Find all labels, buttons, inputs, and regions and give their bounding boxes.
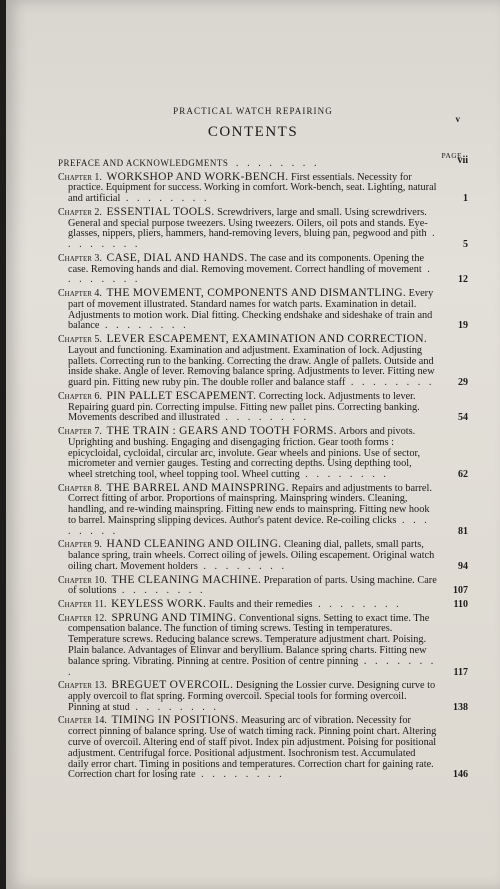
entry-title: THE BARREL AND MAINSPRING. bbox=[106, 481, 289, 494]
entry-label: Chapter 14. bbox=[58, 715, 107, 727]
entry-label: Chapter 5. bbox=[58, 333, 102, 345]
entry-page-number: 146 bbox=[453, 769, 468, 781]
entry-page-number: 12 bbox=[458, 274, 468, 286]
entry-label: Chapter 3. bbox=[58, 252, 102, 264]
entry-label: Chapter 8. bbox=[58, 482, 102, 494]
entry-title: HAND CLEANING AND OILING. bbox=[106, 538, 282, 551]
entry-title: CASE, DIAL AND HANDS. bbox=[106, 251, 248, 264]
chapter-entry bbox=[58, 426, 468, 481]
leader-dots: . . . . . . . . bbox=[68, 228, 438, 251]
entry-description: Every part of movement illustrated. Standard names for watch parts. Examination in detail. Adjustments to motion work. Dial fitting. Checking endshake and sideshake of train and balance bbox=[68, 287, 434, 332]
leader-dots: . . . . . . . . bbox=[299, 469, 389, 481]
leader-dots: . . . . . . . . bbox=[230, 158, 320, 169]
leader-dots: . . . . . . . . bbox=[197, 561, 288, 573]
entry-body bbox=[58, 680, 438, 713]
entry-title: PIN PALLET ESCAPEMENT. bbox=[106, 389, 257, 402]
chapter-entry bbox=[58, 680, 468, 713]
entry-body bbox=[58, 539, 438, 572]
chapter-entry bbox=[58, 172, 468, 205]
entry-title: KEYLESS WORK. bbox=[111, 598, 207, 611]
entry-description: Faults and their remedies bbox=[208, 599, 313, 611]
entry-body bbox=[58, 391, 438, 424]
entry-label: Chapter 10. bbox=[58, 574, 107, 586]
entry-body bbox=[58, 207, 438, 251]
entry-title: THE CLEANING MACHINE. bbox=[111, 573, 262, 586]
entry-label: Chapter 1. bbox=[58, 171, 102, 183]
entry-page-number: vii bbox=[457, 155, 468, 166]
entry-body bbox=[58, 483, 438, 538]
book-page bbox=[6, 0, 500, 889]
leader-dots: . . . . . . . . bbox=[120, 193, 210, 205]
entry-page-number: 94 bbox=[458, 561, 468, 573]
entry-title: LEVER ESCAPEMENT, EXAMINATION AND CORRECTION. bbox=[106, 332, 428, 345]
entry-description: Preparation of parts. Using machine. Care of solutions bbox=[68, 574, 437, 597]
entry-body bbox=[58, 172, 438, 205]
leader-dots: . . . . . . . . bbox=[68, 263, 433, 286]
chapter-entry bbox=[58, 253, 468, 286]
entry-title: SPRUNG AND TIMING. bbox=[111, 611, 237, 624]
leader-dots: . . . . . . . . bbox=[68, 515, 430, 537]
entry-label: Chapter 12. bbox=[58, 612, 107, 624]
running-head: PRACTICAL WATCH REPAIRING bbox=[173, 106, 333, 116]
chapter-entry bbox=[58, 334, 468, 389]
entry-label: Chapter 13. bbox=[58, 680, 107, 692]
entry-body bbox=[58, 288, 438, 332]
leader-dots: . . . . . . . . bbox=[219, 412, 310, 424]
entry-page-number: 29 bbox=[458, 377, 468, 389]
chapter-entry bbox=[58, 539, 468, 572]
leader-dots: . . . . . . . . bbox=[129, 701, 219, 713]
entry-body bbox=[58, 575, 438, 598]
leader-dots: . . . . . . . . bbox=[195, 769, 285, 781]
entry-body bbox=[58, 253, 438, 286]
entry-description: Conventional signs. Setting to exact time. The compensation balance. The function of timing screws. Testing in temperatures. Temperature screws. Reducing balance screws. Temperature adjustment chart. Poising. Plain balance. Advantages of Elinvar and beryllium. Balance spring charts. Fitting new balance spring. Vibrating. Pinning at centre. Position of centre pinning bbox=[68, 612, 430, 667]
entry-page-number: 81 bbox=[458, 525, 468, 537]
leader-dots: . . . . . . . . bbox=[99, 320, 189, 332]
chapter-entry bbox=[58, 715, 468, 781]
entry-description: Cleaning dial, pallets, small parts, balance spring, train wheels. Correct oiling of jewels. Oiling escapement. Original watch oiling chart. Movement holders bbox=[68, 539, 435, 573]
entry-label: Chapter 9. bbox=[58, 539, 102, 551]
entry-body bbox=[58, 426, 438, 481]
entry-page-number: 110 bbox=[453, 599, 468, 611]
entry-page-number: 54 bbox=[458, 412, 468, 424]
entry-description: Correcting lock. Adjustments to lever. Repairing guard pin. Correcting impulse. Fitting new pallet pins. Correcting banking. Movements described and illustrated bbox=[68, 390, 420, 424]
entry-description: First essentials. Necessity for practice. Equipment for success. Working in comfort. Work-bench, seat. Lighting, natural and artificial bbox=[68, 171, 437, 205]
entry-body bbox=[58, 715, 438, 781]
entry-body bbox=[58, 599, 438, 611]
chapter-entry bbox=[58, 575, 468, 598]
entry-body bbox=[58, 158, 438, 170]
leader-dots: . . . . . . . . bbox=[312, 599, 402, 611]
entry-description: Repairs and adjustments to barrel. Correct fitting of arbor. Proportions of mainspring. Mainspring winders. Cleaning, handling, and re-winding mainspring. Fitting new ends to mainspring. Fitting new hook to barrel. Mainspring slipping devices. Author's patent device. Re-coiling clicks bbox=[68, 482, 432, 527]
contents-title: CONTENTS bbox=[207, 124, 299, 140]
entry-page-number: 107 bbox=[453, 585, 468, 597]
page-column-label: PAGE bbox=[441, 151, 462, 160]
entry-label: PREFACE AND ACKNOWLEDGMENTS bbox=[58, 158, 229, 168]
entry-page-number: 19 bbox=[458, 320, 468, 332]
leader-dots: . . . . . . . . bbox=[345, 377, 435, 389]
chapter-entry bbox=[58, 483, 468, 538]
chapter-entry bbox=[58, 288, 468, 332]
chapter-entry bbox=[58, 207, 468, 251]
chapter-entry bbox=[58, 599, 468, 611]
entry-description: Arbors and pivots. Uprighting and bushing. Engaging and disengaging friction. Gear tooth forms : epicycloidal, cycloidal, circular arc, involute. Gear wheels and pinions. Use of sector, micrometer and vernier gauges. Testing and correcting depths. Using depthing tool, wheel stretching tool, wheel topping tool. Wheel cutting bbox=[68, 425, 421, 481]
entry-description: Layout and functioning. Examination and adjustment. Examination of lock. Adjusting pallets. Correcting run to the banking. Correcting the draw. Angle of pallets. Outside and inside shake. Angle of lever. Removing balance spring. Adjustments to lever. Fitting new guard pin. Fitting new ruby pin. The double roller and balance staff bbox=[68, 344, 435, 389]
chapter-entry bbox=[58, 613, 468, 679]
entry-page-number: 117 bbox=[453, 666, 468, 678]
entry-label: Chapter 7. bbox=[58, 425, 102, 437]
entry-title: BREGUET OVERCOIL. bbox=[111, 679, 234, 692]
entry-title: THE MOVEMENT, COMPONENTS AND DISMANTLING. bbox=[106, 286, 407, 299]
chapter-entry bbox=[58, 391, 468, 424]
leader-dots: . . . . . . . . bbox=[68, 655, 437, 678]
leader-dots: . . . . . . . . bbox=[116, 585, 206, 597]
entry-title: ESSENTIAL TOOLS. bbox=[106, 205, 215, 218]
page-number: v bbox=[455, 114, 460, 124]
entry-description: Screwdrivers, large and small. Using screwdrivers. General and special purpose tweezers. Using tweezers. Oilers, oil pots and stands. Eye-glasses, nippers, pliers, hammers, hand-removing levers, bluing pan, pegwood and pith bbox=[68, 206, 428, 240]
entry-page-number: 1 bbox=[463, 193, 468, 205]
entry-description: The case and its components. Opening the case. Removing hands and dial. Removing movement. Correct handling of movement bbox=[68, 252, 425, 275]
entry-page-number: 5 bbox=[463, 239, 468, 251]
entry-description: Measuring arc of vibration. Necessity for correct pinning of balance spring. Use of watch timing rack. Pinning point chart. Altering curve of overcoil. Altering end of staff pivot. Index pin adjustment. Poising for positional adjustment. Centrifugal force. Positional adjustment. Isochronism test. Accumulated daily error chart. Timing in positions and temperatures. Correction chart for gaining rate. Correction chart for losing rate bbox=[68, 715, 437, 781]
entry-page-number: 62 bbox=[458, 469, 468, 481]
entry-label: Chapter 6. bbox=[58, 390, 102, 402]
entry-title: THE TRAIN : GEARS AND TOOTH FORMS. bbox=[106, 424, 337, 437]
entry-label: Chapter 11. bbox=[58, 599, 107, 611]
entry-page-number: 138 bbox=[453, 701, 468, 713]
entry-description: Designing the Lossier curve. Designing curve to apply overcoil to flat spring. Forming overcoil. Special tools for forming overcoil. Pinning at stud bbox=[68, 680, 436, 713]
entry-title: TIMING IN POSITIONS. bbox=[111, 714, 239, 727]
entry-label: Chapter 4. bbox=[58, 287, 102, 299]
entry-body bbox=[58, 613, 438, 679]
entry-label: Chapter 2. bbox=[58, 206, 102, 218]
entry-body bbox=[58, 334, 438, 389]
entry-title: WORKSHOP AND WORK-BENCH. bbox=[106, 170, 289, 183]
